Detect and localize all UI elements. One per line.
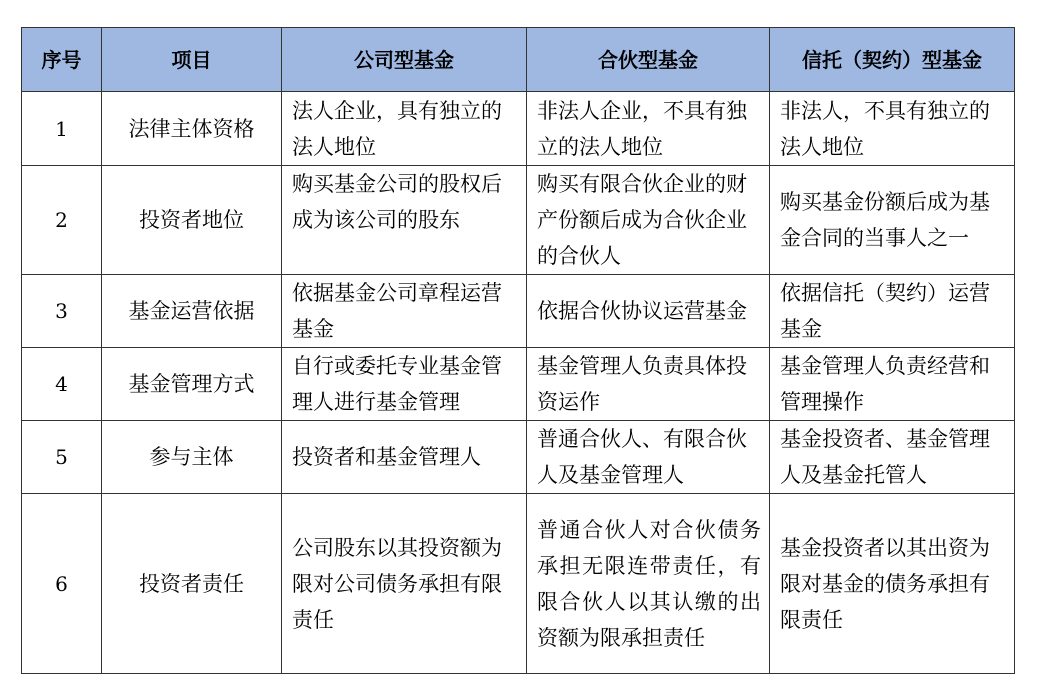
table-row [22,92,1015,166]
table-row [22,494,1015,674]
row-item: 参与主体 [102,421,282,494]
row-number: 2 [22,166,102,275]
company-fund-cell: 公司股东以其投资额为限对公司债务承担有限责任 [282,494,527,674]
table-row [22,421,1015,494]
trust-fund-cell: 购买基金份额后成为基金合同的当事人之一 [770,166,1015,275]
row-number: 3 [22,275,102,348]
trust-fund-cell: 基金投资者、基金管理人及基金托管人 [770,421,1015,494]
company-fund-cell: 投资者和基金管理人 [282,421,527,494]
trust-fund-cell: 基金管理人负责经营和管理操作 [770,348,1015,421]
row-item: 投资者地位 [102,166,282,275]
row-item: 基金运营依据 [102,275,282,348]
partnership-fund-cell: 基金管理人负责具体投资运作 [527,348,770,421]
table-row [22,275,1015,348]
trust-fund-cell: 非法人，不具有独立的法人地位 [770,92,1015,166]
header-partnership-fund: 合伙型基金 [527,28,770,92]
fund-comparison-table [21,27,1015,674]
company-fund-cell: 法人企业，具有独立的法人地位 [282,92,527,166]
header-company-fund: 公司型基金 [282,28,527,92]
table-row [22,348,1015,421]
company-fund-cell: 依据基金公司章程运营基金 [282,275,527,348]
trust-fund-cell: 依据信托（契约）运营基金 [770,275,1015,348]
row-number: 4 [22,348,102,421]
row-item: 基金管理方式 [102,348,282,421]
table-row [22,166,1015,275]
row-item: 投资者责任 [102,494,282,674]
company-fund-cell: 自行或委托专业基金管理人进行基金管理 [282,348,527,421]
header-item: 项目 [102,28,282,92]
partnership-fund-cell: 购买有限合伙企业的财产份额后成为合伙企业的合伙人 [527,166,770,275]
partnership-fund-cell: 普通合伙人对合伙债务承担无限连带责任，有限合伙人以其认缴的出资额为限承担责任 [527,494,770,674]
table-header-row [22,28,1015,92]
row-number: 1 [22,92,102,166]
header-no: 序号 [22,28,102,92]
trust-fund-cell: 基金投资者以其出资为限对基金的债务承担有限责任 [770,494,1015,674]
company-fund-cell: 购买基金公司的股权后成为该公司的股东 [282,166,527,275]
row-item: 法律主体资格 [102,92,282,166]
partnership-fund-cell: 依据合伙协议运营基金 [527,275,770,348]
partnership-fund-cell: 非法人企业，不具有独立的法人地位 [527,92,770,166]
row-number: 5 [22,421,102,494]
partnership-fund-cell: 普通合伙人、有限合伙人及基金管理人 [527,421,770,494]
header-trust-fund: 信托（契约）型基金 [770,28,1015,92]
row-number: 6 [22,494,102,674]
